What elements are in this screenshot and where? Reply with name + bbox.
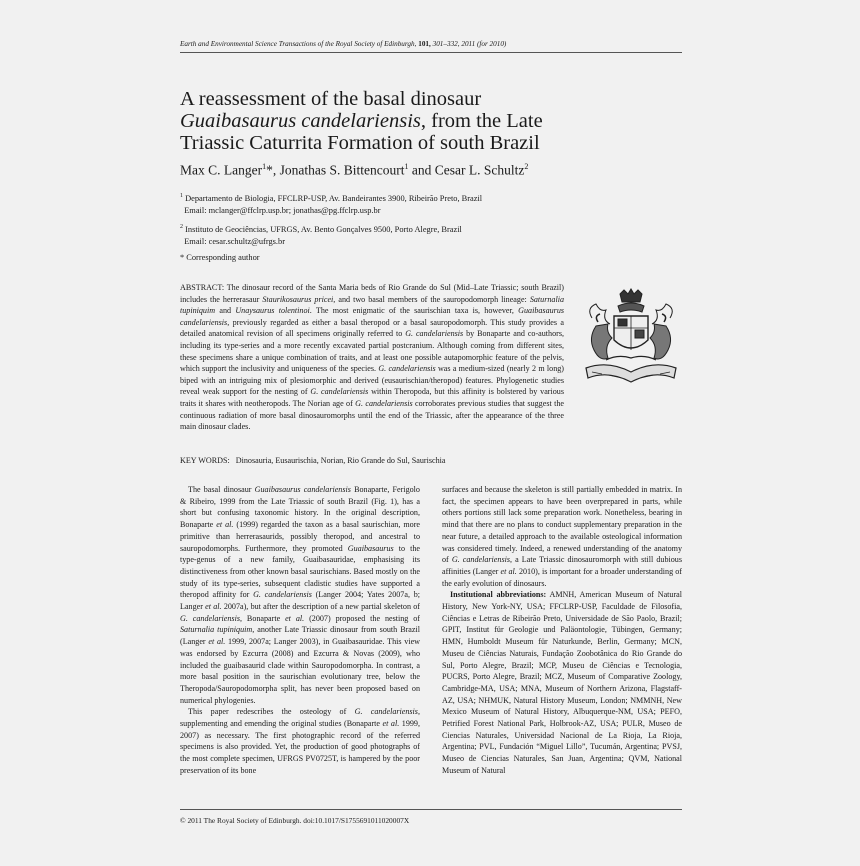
- body-italic: G. candelariensis: [180, 613, 240, 623]
- body-italic: Guaibasaurus: [347, 543, 394, 553]
- body-text: 1999, 2007) as necessary. The first photographic record of the referred specimens is also provided. Yet, the production of good photographs of the most complete specimen, UFRGS PV0725T, is hampered by the poor preservation of its bone: [180, 719, 420, 775]
- affiliation-1-email: Email: mclanger@ffclrp.usp.br; jonathas@pg.ffclrp.usp.br: [184, 205, 381, 215]
- body-text: 2007a), but after the description of a new partial skeleton of: [221, 602, 420, 612]
- author-1-mark: *,: [266, 162, 280, 178]
- body-italic: et al.: [285, 613, 305, 623]
- author-3: Cesar L. Schultz: [434, 162, 525, 178]
- title-line-1: A reassessment of the basal dinosaur: [180, 88, 482, 110]
- affiliation-2-number: 2: [180, 224, 183, 230]
- body-text: to the type-genus of a new family, Guaibasauridae, emphasising its distinctiveness from other known basal saurischians. Based mostly on the study of its type-series, subsequent cladistic studies have supported a theropod affinity for: [180, 543, 420, 600]
- author-and: and: [408, 162, 435, 178]
- title-line-3: Triassic Caturrita Formation of south Brazil: [180, 132, 540, 154]
- abstract-taxon: Guaibasaurus candelariensis: [180, 306, 565, 327]
- journal-pages: 301–332, 2011 (for 2010): [432, 40, 507, 48]
- affiliation-1-number: 1: [180, 193, 183, 199]
- title-species: Guaibasaurus candelariensis: [180, 110, 421, 132]
- body-text: AMNH, American Museum of Natural History, New York-NY, USA; FFCLRP-USP, Faculdade de Filosofia, Ciências e Letras de Ribeirão Preto, Universidade de São Paolo, Brazil; GPIT, Institut für Geologie und Paläontologie, Tübingen, Germany; HMN, Humboldt Museum für Naturkunde, Berlin, Germany; MCN, Museu de Ciências Naturais, Fundação Zoobotânica do Rio Grande do Sul, Porto Alegre, Brazil; MCP, Museu de Ciências e Tecnologia, PUCRS, Porto Alegre, Brazil; MCZ, Museum of Comparative Zoology, Cambridge-MA, USA; MNA, Museum of Northern Arizona, Flagstaff-AZ, USA; NHMUK, Natural History Museum, London; NMMNH, New Mexico Museum of Natural History, Albuquerque-NM, USA; PEFO, Petrified Forest National Park, Holbrook-AZ, USA; PULR, Museo de Ciencias Naturales, Universidad Nacional de La Rioja, La Rioja, Argentina; PVL, Fundación “Miguel Lillo”, Tucumán, Argentina; PVSJ, Museo de Ciencias Naturales, San Juan, Argentina; QVM, National Museum of Natural: [442, 590, 682, 775]
- author-list: [180, 162, 528, 179]
- abstract-label: ABSTRACT:: [180, 283, 225, 292]
- running-head: [180, 40, 560, 48]
- paragraph: [180, 484, 420, 706]
- body-italic: G. candelariensis: [354, 707, 418, 717]
- title-line-2: , from the Late: [420, 110, 543, 132]
- abstract-text: , and two basal members of the sauropodomorph lineage:: [333, 294, 530, 304]
- abstract-text: within Theropoda, but this affinity is bolstered by various traits it shares with neotheropods. The Norian age of: [180, 387, 564, 408]
- author-2-affil: 1: [404, 162, 409, 171]
- body-text: , Bonaparte: [239, 613, 286, 623]
- body-text: , a Late Triassic dinosauromorph with still dubious affinities (Langer: [442, 555, 682, 576]
- abstract-text: , previously regarded as either a basal theropod or a basal sauropodomorph. This study provides a detailed anatomical revision of all specimens originally referred to: [180, 317, 564, 339]
- abstract-taxon: Staurikosaurus pricei: [262, 294, 334, 304]
- author-2: Jonathas S. Bittencourt: [279, 162, 405, 178]
- paragraph: [180, 706, 420, 776]
- affiliation-1: [180, 190, 482, 217]
- royal-society-crest-icon: [578, 288, 684, 390]
- body-text: surfaces and because the skeleton is still partially embedded in matrix. In fact, the specimen appears to have been overprepared in parts, while others portions still lack some preparation work. Nonetheless, bearing in mind that there are no plans to conduct supplementary preparation in the near future, a detailed approach to the available osteological information was considered timely. Indeed, a renewed understanding of the anatomy of: [442, 485, 682, 565]
- journal-volume: 101,: [418, 40, 431, 48]
- abstract-text: corroborates previous studies that suggest the continuous radiation of more basal dinosauromorphs until the end of the Triassic, after the appearance of the three main dinosaur clades.: [180, 398, 564, 432]
- body-text: (1999) regarded the taxon as a basal saurischian, more primitive than herrerasaurids, possibly theropod, and ancestral to sauropodomorphs. Furthermore, they promoted: [180, 520, 420, 553]
- body-italic: et al.: [500, 566, 517, 576]
- author-1: Max C. Langer: [180, 162, 263, 178]
- author-1-affil: 1: [262, 162, 267, 171]
- body-text: , another Late Triassic dinosaur from south Brazil (Langer: [180, 625, 420, 647]
- abstract-taxon: G. candelariensis: [310, 387, 369, 397]
- journal-name: Earth and Environmental Science Transactions of the Royal Society of Edinburgh,: [180, 40, 417, 48]
- keywords: [180, 456, 446, 465]
- abstract-taxon: G. candelariensis: [355, 398, 413, 408]
- body-column-right: [442, 484, 682, 777]
- body-text: 1999, 2007a; Langer 2003), in Guaibasauridae. This view was endorsed by Ezcurra (2008) and Ezcurra & Novas (2009), who included the guaibasaurid clade within Sauropodomorpha. In contrast, a more basal position in the saurischian evolutionary tree, below the Theropoda/Sauropodomorpha split, has never been proposed based on numerical phylogenies.: [180, 637, 421, 705]
- body-text: , supplementing and emending the original studies (Bonaparte: [180, 707, 420, 729]
- abstract-text: and: [215, 306, 236, 316]
- paragraph: [442, 484, 682, 589]
- body-text: 2010), is important for a broader understanding of the early evolution of dinosaurs.: [442, 566, 683, 588]
- body-text: This paper redescribes the osteology of: [188, 707, 355, 717]
- footer: © 2011 The Royal Society of Edinburgh. doi:10.1017/S1755691011020007X: [180, 816, 410, 825]
- abstract: [180, 282, 564, 433]
- body-italic: et al.: [216, 520, 234, 530]
- body-italic: Guaibasaurus candelariensis: [254, 485, 351, 494]
- abstract-taxon: Unaysaurus tolentinoi: [235, 306, 310, 316]
- article-title: [180, 88, 660, 154]
- header-rule: [180, 52, 682, 53]
- paragraph: [442, 589, 682, 776]
- affiliation-2-email: Email: cesar.schultz@ufrgs.br: [184, 236, 286, 246]
- body-italic: Saturnalia tupiniquim: [180, 625, 253, 635]
- abstract-text: The dinosaur record of the Santa Maria beds of Rio Grande do Sul (Mid–Late Triassic; south Brazil) includes the herrerasaur: [180, 283, 564, 304]
- affiliation-2: [180, 221, 462, 248]
- body-italic: et al.: [382, 719, 400, 729]
- author-3-affil: 2: [524, 162, 529, 171]
- affiliation-2-address: Instituto de Geociências, UFRGS, Av. Bento Gonçalves 9500, Porto Alegre, Brazil: [185, 224, 462, 234]
- abstract-text: by Bonaparte and co-authors, including its type-series and a more recently excavated partial postcranium. Although coming from different sites, these specimens share a unique combination of traits, and at least one possible autapomorphic feature of the pelvis, which support the inclusivity and uniqueness of the species.: [180, 329, 565, 374]
- body-text: Bonaparte, Ferigolo & Ribeiro, 1999 from the Late Triassic of south Brazil (Fig. 1), has a short but confusing taxonomic history. In the original description, Bonaparte: [180, 485, 420, 530]
- body-column-left: [180, 484, 420, 777]
- footer-rule: [180, 809, 682, 810]
- section-label: Institutional abbreviations:: [450, 590, 547, 600]
- abstract-text: was a medium-sized (nearly 2 m long) biped with an intriguing mix of plesiomorphic and derived (eusaurischian/theropod) features. Phylogenetic studies reveal weak support for the nesting of: [180, 364, 564, 397]
- keywords-list: Dinosauria, Eusaurischia, Norian, Rio Grande do Sul, Saurischia: [235, 456, 446, 465]
- body-text: The basal dinosaur: [188, 485, 255, 494]
- body-text: (Langer 2004; Yates 2007a, b; Langer: [180, 590, 420, 612]
- body-italic: G. candelariensis: [253, 590, 312, 600]
- body-text: (2007) proposed the nesting of: [304, 613, 420, 623]
- abstract-text: . The most enigmatic of the saurischian taxa is, however,: [309, 306, 519, 316]
- keywords-label: KEY WORDS:: [180, 456, 230, 465]
- body-italic: et al.: [205, 602, 222, 612]
- body-italic: G. candelariensis: [451, 555, 510, 565]
- abstract-taxon: G. candelariensis: [378, 364, 436, 374]
- body-italic: et al.: [208, 637, 226, 647]
- abstract-taxon: Saturnalia tupiniquim: [180, 294, 565, 316]
- abstract-taxon: G. candelariensis: [405, 329, 464, 339]
- affiliation-1-address: Departamento de Biologia, FFCLRP-USP, Av. Bandeirantes 3900, Ribeirão Preto, Brazil: [185, 193, 483, 203]
- corresponding-author: * Corresponding author: [180, 253, 260, 262]
